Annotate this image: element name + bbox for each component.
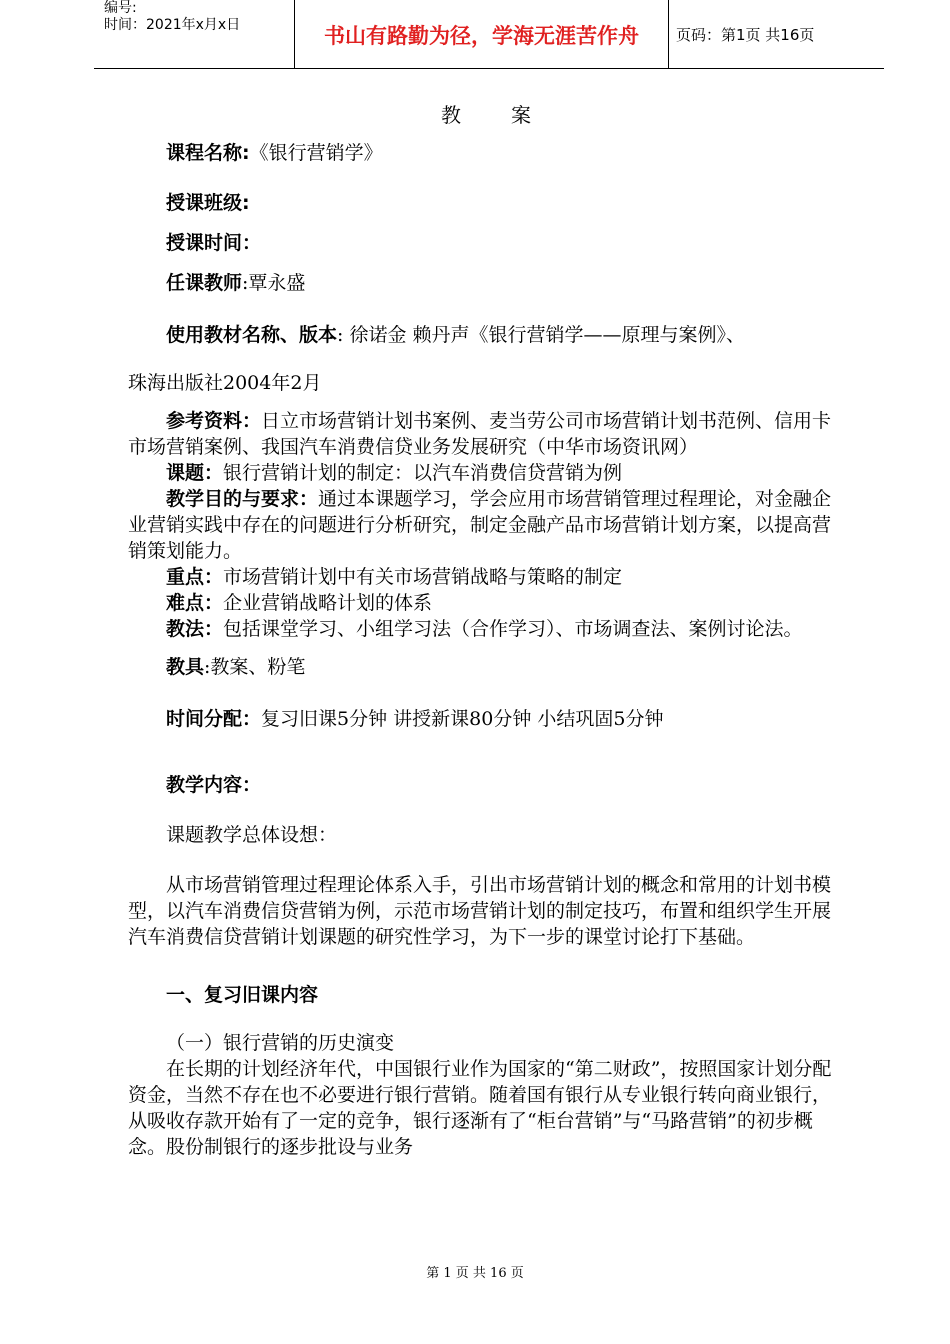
teacher-line: 任课教师:覃永盛 — [166, 272, 306, 294]
subsection-heading: （一）银行营销的历史演变 — [166, 1032, 395, 1054]
method-paragraph: 教法：包括课堂学习、小组学习法（合作学习）、市场调查法、案例讨论法。 — [166, 618, 803, 640]
header-motto: 书山有路勤为径，学海无涯苦作舟 — [324, 24, 639, 48]
tools-line: 教具:教案、粉笔 — [166, 656, 306, 678]
doc-title: 教案 — [441, 103, 581, 127]
difficult-line: 难点：企业营销战略计划的体系 — [166, 592, 433, 614]
goal-paragraph: 教学目的与要求：通过本课题学习，学会应用市场营销管理过程理论，对金融企业营销实践中存在的问题进行分析研究，制定金融产品市场营销计划方案，以提高营销策划能力。 — [128, 488, 832, 562]
reference-paragraph: 参考资料：日立市场营销计划书案例、麦当劳公司市场营销计划书范例、信用卡市场营销案例、我国汽车消费信贷业务发展研究（中华市场资讯网） — [128, 410, 832, 458]
time-allocation-line: 时间分配：复习旧课5分钟 讲授新课80分钟 小结巩固5分钟 — [166, 708, 664, 730]
header-meta — [94, 0, 294, 68]
textbook-line-2: 珠海出版社2004年2月 — [128, 372, 322, 394]
course-line: 课程名称:《银行营销学》 — [166, 142, 383, 164]
document-body — [128, 100, 844, 1160]
key-line: 重点：市场营销计划中有关市场营销战略与策略的制定 — [166, 566, 623, 588]
content-heading: 教学内容： — [166, 774, 262, 796]
time-line: 授课时间： — [166, 232, 262, 254]
section-heading: 一、复习旧课内容 — [166, 984, 319, 1006]
textbook-line: 使用教材名称、版本: 徐诺金 赖丹声《银行营销学——原理与案例》、 — [166, 324, 745, 346]
topic-line: 课题：银行营销计划的制定：以汽车消费信贷营销为例 — [166, 462, 623, 484]
class-line: 授课班级: — [166, 192, 250, 214]
overall-paragraph: 从市场营销管理过程理论体系入手，引出市场营销计划的概念和常用的计划书模型，以汽车消费信贷营销为例，示范市场营销计划的制定技巧，布置和组织学生开展汽车消费信贷营销计划课题的研究性学习，为下一步的课堂讨论打下基础。 — [128, 874, 832, 948]
history-paragraph: 在长期的计划经济年代，中国银行业作为国家的“第二财政”，按照国家计划分配资金，当然不存在也不必要进行银行营销。随着国有银行从专业银行转向商业银行，从吸收存款开始有了一定的竞争，银行逐渐有了“柜台营销”与“马路营销”的初步概念。股份制银行的逐步批设与业务 — [128, 1058, 832, 1158]
page-header — [94, 0, 884, 69]
code-label: 编号: — [104, 0, 137, 16]
page-footer: 第 1 页 共 16 页 — [426, 1266, 524, 1281]
divider — [668, 0, 669, 68]
date-label: 时间：2021年x月x日 — [104, 17, 241, 33]
overall-heading: 课题教学总体设想： — [166, 824, 338, 846]
header-page-number: 页码：第1页 共16页 — [676, 26, 815, 44]
